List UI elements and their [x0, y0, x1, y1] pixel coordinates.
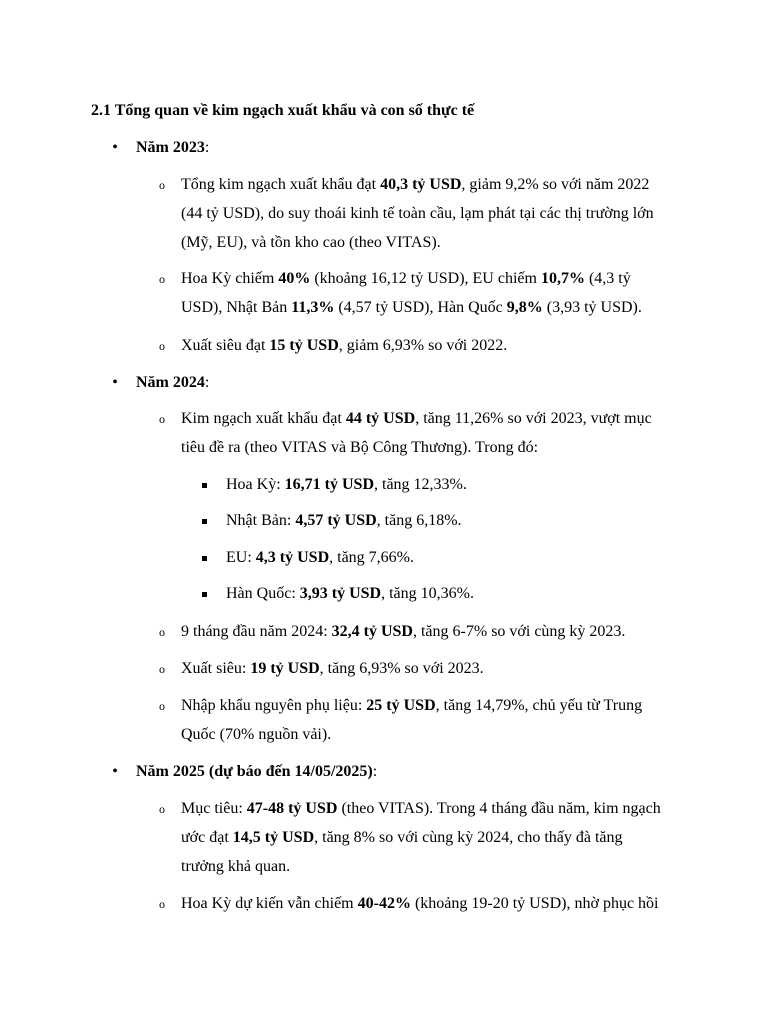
circle-bullet-icon: o — [159, 178, 165, 192]
year-2025-label: Năm 2025 (dự báo đến 14/05/2025) — [136, 763, 373, 780]
market-value: 16,71 tỷ USD — [284, 476, 374, 493]
market-value: 4,3 tỷ USD — [255, 549, 330, 566]
y2024-item-4-text: Nhập khẩu nguyên phụ liệu: — [181, 697, 367, 714]
square-bullet-icon — [202, 519, 207, 524]
y2023-item-2-text: USD), Nhật Bản — [181, 299, 292, 316]
y2024-item-3-text: Xuất siêu: — [181, 660, 251, 677]
circle-bullet-icon: o — [159, 625, 165, 639]
year-2024-label: Năm 2024 — [136, 374, 205, 391]
y2024-item-2-text: 9 tháng đầu năm 2024: — [181, 623, 332, 640]
circle-bullet-icon: o — [159, 802, 165, 816]
disc-bullet-icon: • — [112, 763, 118, 780]
y2025-item-2-text: (khoảng 19-20 tỷ USD), nhờ phục hồi — [410, 895, 659, 912]
y2025-item-1-line3: trưởng khả quan. — [181, 858, 291, 875]
y2024-item-4-text: , tăng 14,79%, chủ yếu từ Trung — [435, 697, 643, 714]
y2024-item-4 — [159, 691, 681, 749]
market-item — [226, 547, 414, 569]
market-item — [226, 510, 462, 532]
y2025-item-1-value: 47-48 tỷ USD — [246, 800, 338, 817]
y2025-item-1-value: 14,5 tỷ USD — [232, 829, 315, 846]
y2025-item-1 — [159, 794, 681, 881]
y2024-item-1-value: 44 tỷ USD — [345, 410, 416, 427]
year-2024-item — [112, 372, 210, 394]
year-2023-colon: : — [204, 139, 210, 156]
market-change: , tăng 10,36%. — [381, 585, 474, 602]
disc-bullet-icon: • — [112, 139, 118, 156]
square-bullet-icon — [202, 592, 207, 597]
y2023-item-2 — [159, 264, 681, 322]
y2023-item-3 — [159, 331, 681, 360]
market-name: Hoa Kỳ: — [226, 476, 285, 493]
circle-bullet-icon: o — [159, 272, 165, 286]
y2024-item-1 — [159, 404, 681, 462]
market-change: , tăng 7,66%. — [329, 549, 414, 566]
y2025-item-1-text: , tăng 8% so với cùng kỳ 2024, cho thấy đà tăng — [314, 829, 623, 846]
year-2023-label: Năm 2023 — [136, 139, 205, 156]
y2023-item-2-text: (4,57 tỷ USD), Hàn Quốc — [334, 299, 507, 316]
y2023-item-2-text: (khoảng 16,12 tỷ USD), EU chiếm — [310, 270, 541, 287]
market-name: Nhật Bản: — [226, 512, 296, 529]
market-name: EU: — [226, 549, 256, 566]
y2024-item-2-value: 32,4 tỷ USD — [331, 623, 413, 640]
y2024-item-3 — [159, 654, 681, 683]
y2025-item-2 — [159, 889, 681, 918]
y2023-item-1-text: , giảm 9,2% so với năm 2022 — [461, 176, 650, 193]
market-item — [226, 583, 474, 605]
y2023-item-2-value: 10,7% — [540, 270, 585, 287]
y2023-item-2-value: 9,8% — [506, 299, 543, 316]
market-value: 3,93 tỷ USD — [299, 585, 382, 602]
y2024-item-1-text: Kim ngạch xuất khẩu đạt — [181, 410, 346, 427]
y2024-item-4-line2: Quốc (70% nguồn vải). — [181, 726, 332, 743]
y2023-item-2-text: Hoa Kỳ chiếm — [181, 270, 279, 287]
year-2025-item — [112, 761, 378, 783]
y2024-item-1-text: , tăng 11,26% so với 2023, vượt mục — [415, 410, 652, 427]
disc-bullet-icon: • — [112, 374, 118, 391]
y2023-item-2-value: 11,3% — [291, 299, 335, 316]
y2023-item-2-text: (3,93 tỷ USD). — [542, 299, 642, 316]
circle-bullet-icon: o — [159, 897, 165, 911]
y2024-item-3-value: 19 tỷ USD — [250, 660, 320, 677]
market-change: , tăng 12,33%. — [374, 476, 467, 493]
y2024-item-3-text: , tăng 6,93% so với 2023. — [319, 660, 484, 677]
y2023-item-1-value: 40,3 tỷ USD — [380, 176, 462, 193]
year-2023-item — [112, 137, 210, 159]
y2023-item-3-text: , giảm 6,93% so với 2022. — [338, 337, 508, 354]
y2023-item-2-text: (4,3 tỷ — [584, 270, 631, 287]
y2023-item-1-text: Tổng kim ngạch xuất khẩu đạt — [181, 176, 381, 193]
market-change: , tăng 6,18%. — [376, 512, 462, 529]
y2025-item-2-text: Hoa Kỳ dự kiến vẫn chiếm — [181, 895, 358, 912]
y2023-item-1-line2: (44 tỷ USD), do suy thoái kinh tế toàn cầu, lạm phát tại các thị trường lớn — [181, 205, 654, 222]
y2023-item-1 — [159, 170, 681, 257]
circle-bullet-icon: o — [159, 339, 165, 353]
square-bullet-icon — [202, 556, 207, 561]
y2024-item-1-line2: tiêu đề ra (theo VITAS và Bộ Công Thương). Trong đó: — [181, 439, 539, 456]
y2023-item-2-value: 40% — [278, 270, 311, 287]
y2025-item-2-value: 40-42% — [357, 895, 411, 912]
section-heading: 2.1 Tổng quan về kim ngạch xuất khẩu và con số thực tế — [91, 102, 475, 119]
y2025-item-1-text: Mục tiêu: — [181, 800, 247, 817]
circle-bullet-icon: o — [159, 662, 165, 676]
y2023-item-1-line3: (Mỹ, EU), và tồn kho cao (theo VITAS). — [181, 234, 441, 251]
market-name: Hàn Quốc: — [226, 585, 300, 602]
year-2024-colon: : — [204, 374, 210, 391]
y2025-item-1-text: (theo VITAS). Trong 4 tháng đầu năm, kim ngạch — [337, 800, 661, 817]
y2023-item-3-value: 15 tỷ USD — [269, 337, 339, 354]
y2025-item-1-text: ước đạt — [181, 829, 233, 846]
year-2025-colon: : — [372, 763, 378, 780]
y2024-item-4-value: 25 tỷ USD — [366, 697, 436, 714]
circle-bullet-icon: o — [159, 699, 165, 713]
market-item — [226, 474, 467, 496]
circle-bullet-icon: o — [159, 412, 165, 426]
square-bullet-icon — [202, 483, 207, 488]
market-value: 4,57 tỷ USD — [295, 512, 377, 529]
y2023-item-3-text: Xuất siêu đạt — [181, 337, 270, 354]
y2024-item-2 — [159, 617, 681, 646]
y2024-item-2-text: , tăng 6-7% so với cùng kỳ 2023. — [412, 623, 626, 640]
